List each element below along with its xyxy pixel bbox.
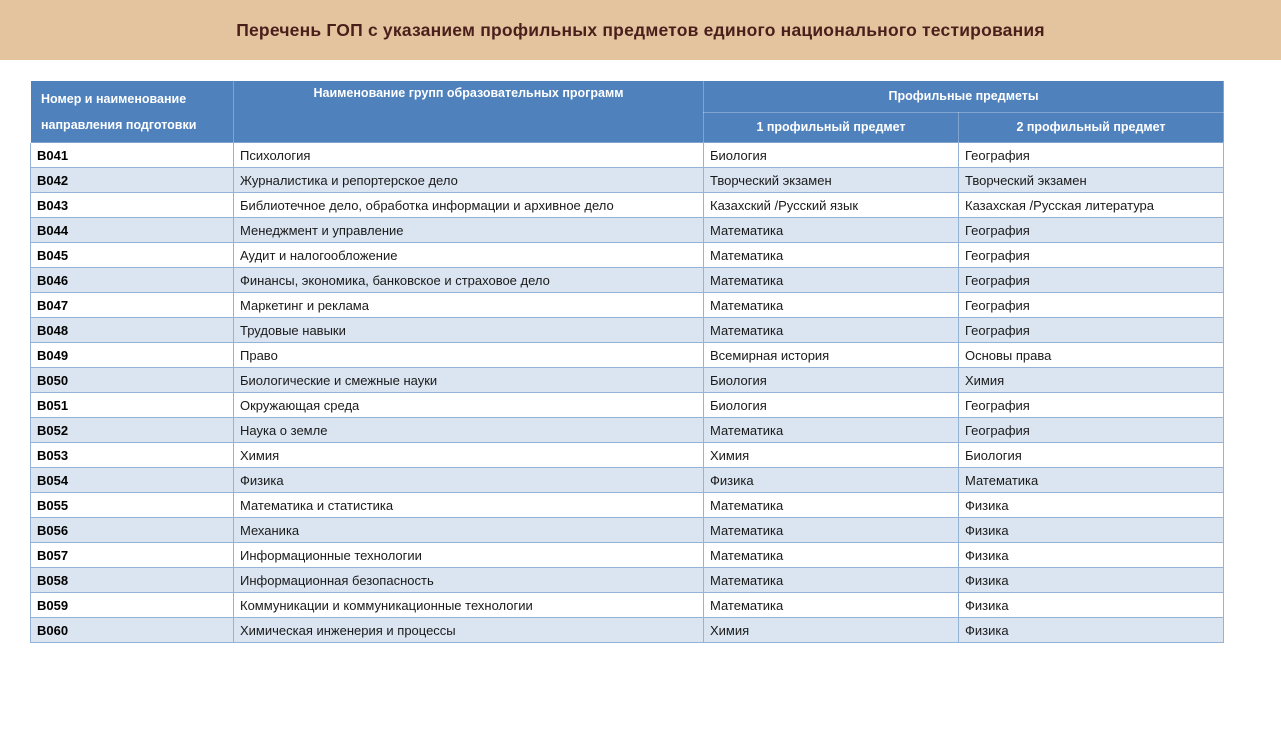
table-row [31,518,1224,543]
program-group-name: Информационная безопасность [234,568,704,593]
profile-subject-2: География [959,418,1224,443]
program-code: B045 [31,243,234,268]
program-code: B052 [31,418,234,443]
table-row [31,193,1224,218]
profile-subject-2: География [959,268,1224,293]
programs-table-container [30,80,1281,643]
table-row [31,143,1224,168]
program-code: B041 [31,143,234,168]
profile-subject-1: Казахский /Русский язык [704,193,959,218]
table-header [31,81,1224,143]
program-code: B049 [31,343,234,368]
profile-subject-2: Физика [959,518,1224,543]
profile-subject-1: Химия [704,618,959,643]
program-code: B053 [31,443,234,468]
table-row [31,418,1224,443]
profile-subject-1: Всемирная история [704,343,959,368]
profile-subject-2: Основы права [959,343,1224,368]
profile-subject-2: Математика [959,468,1224,493]
program-group-name: Библиотечное дело, обработка информации и архивное дело [234,193,704,218]
header-profile-subject-2: 2 профильный предмет [959,112,1224,142]
profile-subject-1: Математика [704,218,959,243]
program-code: B056 [31,518,234,543]
table-row [31,343,1224,368]
program-group-name: Информационные технологии [234,543,704,568]
program-code: B042 [31,168,234,193]
profile-subject-2: География [959,218,1224,243]
profile-subject-2: География [959,143,1224,168]
profile-subject-1: Химия [704,443,959,468]
program-group-name: Менеджмент и управление [234,218,704,243]
profile-subject-1: Математика [704,493,959,518]
table-row [31,268,1224,293]
profile-subject-2: География [959,243,1224,268]
table-row [31,393,1224,418]
program-code: B058 [31,568,234,593]
profile-subject-1: Математика [704,268,959,293]
program-group-name: Аудит и налогообложение [234,243,704,268]
profile-subject-1: Математика [704,593,959,618]
profile-subject-2: Химия [959,368,1224,393]
program-group-name: Журналистика и репортерское дело [234,168,704,193]
table-body [31,143,1224,643]
profile-subject-2: География [959,293,1224,318]
program-group-name: Коммуникации и коммуникационные технологии [234,593,704,618]
program-group-name: Химическая инженерия и процессы [234,618,704,643]
header-profile-subject-1: 1 профильный предмет [704,112,959,142]
page-title: Перечень ГОП с указанием профильных предметов единого национального тестирования [236,19,1045,40]
program-group-name: Окружающая среда [234,393,704,418]
profile-subject-1: Физика [704,468,959,493]
table-row [31,543,1224,568]
program-group-name: Наука о земле [234,418,704,443]
program-group-name: Физика [234,468,704,493]
profile-subject-1: Математика [704,318,959,343]
title-banner [0,0,1281,60]
profile-subject-2: География [959,318,1224,343]
program-group-name: Право [234,343,704,368]
program-group-name: Психология [234,143,704,168]
table-row [31,318,1224,343]
profile-subject-1: Творческий экзамен [704,168,959,193]
program-group-name: Химия [234,443,704,468]
program-code: B054 [31,468,234,493]
table-row [31,243,1224,268]
profile-subject-2: Творческий экзамен [959,168,1224,193]
program-code: B048 [31,318,234,343]
table-row [31,168,1224,193]
program-code: B057 [31,543,234,568]
program-group-name: Финансы, экономика, банковское и страховое дело [234,268,704,293]
table-row [31,218,1224,243]
table-row [31,368,1224,393]
profile-subject-2: Физика [959,493,1224,518]
profile-subject-1: Математика [704,518,959,543]
program-code: B050 [31,368,234,393]
program-code: B044 [31,218,234,243]
program-code: B043 [31,193,234,218]
programs-table [30,80,1224,643]
program-code: B046 [31,268,234,293]
program-group-name: Маркетинг и реклама [234,293,704,318]
profile-subject-1: Математика [704,418,959,443]
table-row [31,443,1224,468]
program-group-name: Механика [234,518,704,543]
profile-subject-2: Физика [959,593,1224,618]
program-code: B055 [31,493,234,518]
profile-subject-1: Математика [704,293,959,318]
table-row [31,568,1224,593]
profile-subject-2: Казахская /Русская литература [959,193,1224,218]
table-row [31,593,1224,618]
profile-subject-1: Математика [704,543,959,568]
table-row [31,468,1224,493]
header-profile-subjects: Профильные предметы [704,81,1224,113]
program-code: B051 [31,393,234,418]
profile-subject-2: Физика [959,543,1224,568]
header-program-group: Наименование групп образовательных программ [234,81,704,143]
profile-subject-2: География [959,393,1224,418]
program-group-name: Трудовые навыки [234,318,704,343]
program-code: B059 [31,593,234,618]
profile-subject-1: Математика [704,568,959,593]
profile-subject-2: Физика [959,618,1224,643]
program-code: B047 [31,293,234,318]
table-row [31,493,1224,518]
profile-subject-1: Биология [704,368,959,393]
profile-subject-1: Биология [704,393,959,418]
header-program-number: Номер и наименование направления подготовки [31,81,234,143]
profile-subject-2: Биология [959,443,1224,468]
program-code: B060 [31,618,234,643]
profile-subject-1: Математика [704,243,959,268]
table-row [31,293,1224,318]
program-group-name: Биологические и смежные науки [234,368,704,393]
profile-subject-2: Физика [959,568,1224,593]
program-group-name: Математика и статистика [234,493,704,518]
table-row [31,618,1224,643]
profile-subject-1: Биология [704,143,959,168]
